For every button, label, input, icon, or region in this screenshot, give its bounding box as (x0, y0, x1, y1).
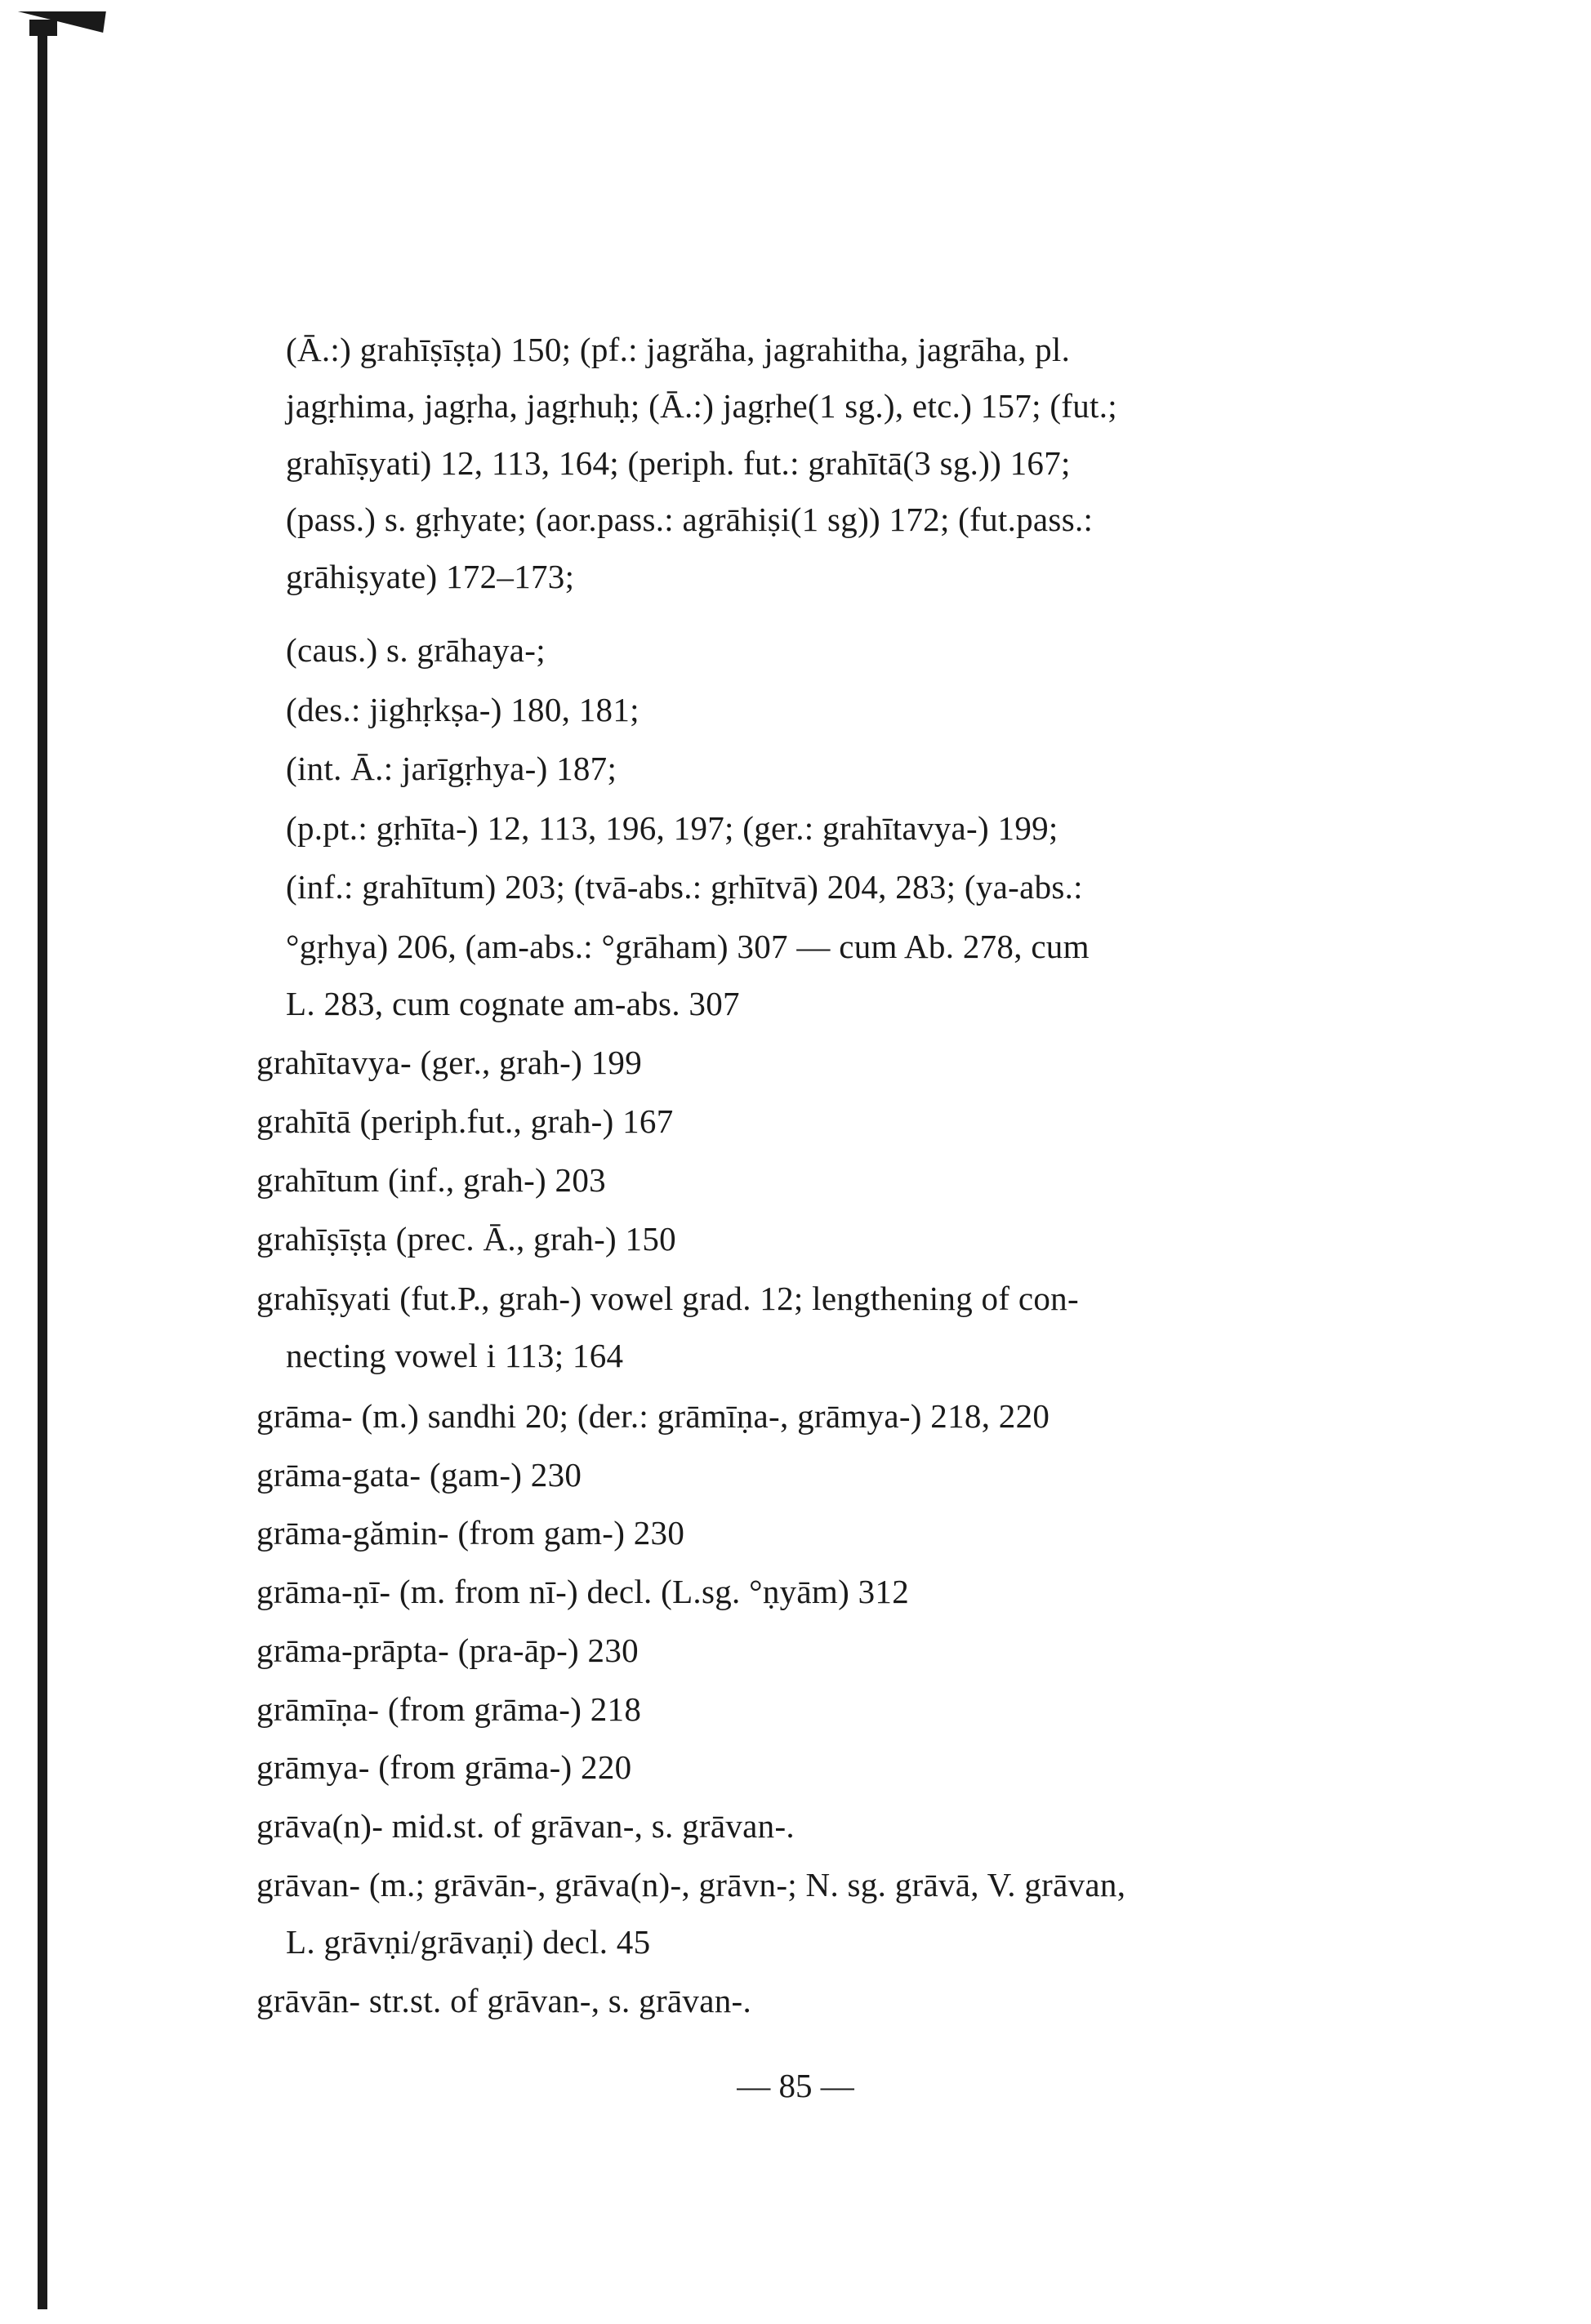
index-line: grāvan- (m.; grāvān-, grāva(n)-, grāvn-; N. sg. grāvā, V. grāvan, (256, 1866, 1126, 1903)
index-line: L. 283, cum cognate am-abs. 307 (286, 985, 740, 1022)
index-line: (des.: jighṛkṣa-) 180, 181; (286, 691, 640, 728)
index-line: grāva(n)- mid.st. of grāvan-, s. grāvan-. (256, 1807, 795, 1845)
index-line: (int. Ā.: jarīgṛhya-) 187; (286, 750, 617, 787)
index-line: °gṛhya) 206, (am-abs.: °grāham) 307 — cum Ab. 278, cum (286, 928, 1090, 965)
index-line: grahītum (inf., grah-) 203 (256, 1161, 606, 1199)
index-line: (caus.) s. grāhaya-; (286, 631, 546, 669)
index-line: grāmīṇa- (from grāma-) 218 (256, 1690, 642, 1728)
index-line: grāhiṣyate) 172–173; (286, 558, 575, 595)
index-line: necting vowel i 113; 164 (286, 1337, 624, 1374)
page-number: — 85 — (737, 2067, 854, 2104)
index-line: grāvān- str.st. of grāvan-, s. grāvan-. (256, 1982, 751, 2019)
index-line: jagṛhima, jagṛha, jagṛhuḥ; (Ā.:) jagṛhe(1 sg.), etc.) 157; (fut.; (286, 387, 1117, 425)
index-line: grāma- (m.) sandhi 20; (der.: grāmīṇa-, grāmya-) 218, 220 (256, 1397, 1050, 1435)
index-line: (pass.) s. gṛhyate; (aor.pass.: agrāhiṣi(1 sg)) 172; (fut.pass.: (286, 501, 1094, 538)
index-line: grāmya- (from grāma-) 220 (256, 1748, 632, 1786)
index-line: grahīṣyati) 12, 113, 164; (periph. fut.: grahītā(3 sg.)) 167; (286, 444, 1071, 482)
index-line: grahīṣīṣṭa (prec. Ā., grah-) 150 (256, 1220, 676, 1258)
index-line: grāma-ṇī- (m. from nī-) decl. (L.sg. °ṇyām) 312 (256, 1573, 910, 1610)
index-line: (inf.: grahītum) 203; (tvā-abs.: gṛhītvā) 204, 283; (ya-abs.: (286, 868, 1083, 906)
index-line: grāma-gata- (gam-) 230 (256, 1456, 582, 1494)
index-line: grāma-gămin- (from gam-) 230 (256, 1514, 685, 1552)
index-line: grahītavya- (ger., grah-) 199 (256, 1044, 643, 1081)
index-line: grāma-prāpta- (pra-āp-) 230 (256, 1632, 639, 1669)
index-line: grahītā (periph.fut., grah-) 167 (256, 1102, 674, 1140)
index-line: grahīṣyati (fut.P., grah-) vowel grad. 12; lengthening of con- (256, 1280, 1079, 1317)
index-line: (Ā.:) grahīṣīṣṭa) 150; (pf.: jagrăha, jagrahitha, jagrāha, pl. (286, 331, 1071, 368)
index-line: L. grāvṇi/grāvaṇi) decl. 45 (286, 1923, 651, 1961)
index-line: (p.pt.: gṛhīta-) 12, 113, 196, 197; (ger.: grahītavya-) 199; (286, 809, 1058, 847)
